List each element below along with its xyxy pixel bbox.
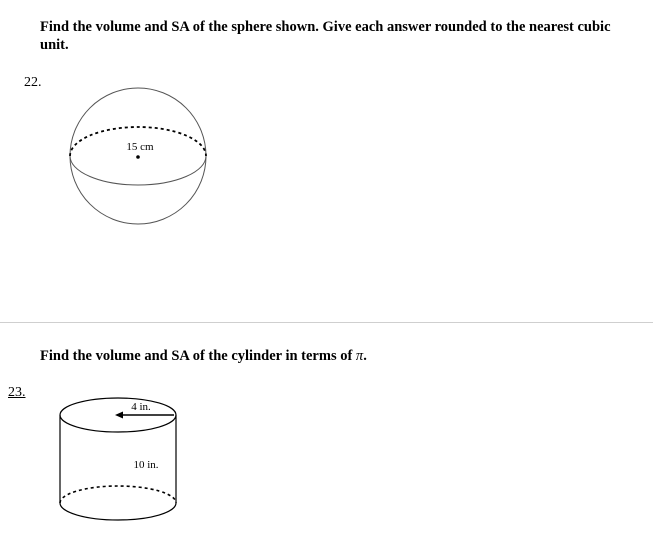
sphere-equator-front [70,156,206,185]
problem-23-instruction-end: . [363,348,367,364]
problem-22-instruction: Find the volume and SA of the sphere shown. Give each answer rounded to the nearest cubic unit. [40,19,611,53]
problem-22-number: 22. [24,75,42,90]
sphere-figure [60,80,220,260]
pi-symbol: π [355,348,364,364]
cylinder-bottom-back [60,486,176,503]
problem-23-number: 23. [8,385,26,400]
sphere-center-point [136,155,140,159]
cylinder-bottom-front [60,503,176,520]
cylinder-radius-label: 4 in. [131,401,151,413]
section-divider [0,322,653,323]
cylinder-height-label: 10 in. [133,459,159,471]
problem-23-instruction [40,347,640,365]
sphere-dimension-label: 15 cm [126,141,154,153]
cylinder-figure [55,385,195,530]
problem-23-instruction-text: Find the volume and SA of the cylinder in terms of [40,348,353,364]
cylinder-radius-arrowhead [115,412,123,419]
